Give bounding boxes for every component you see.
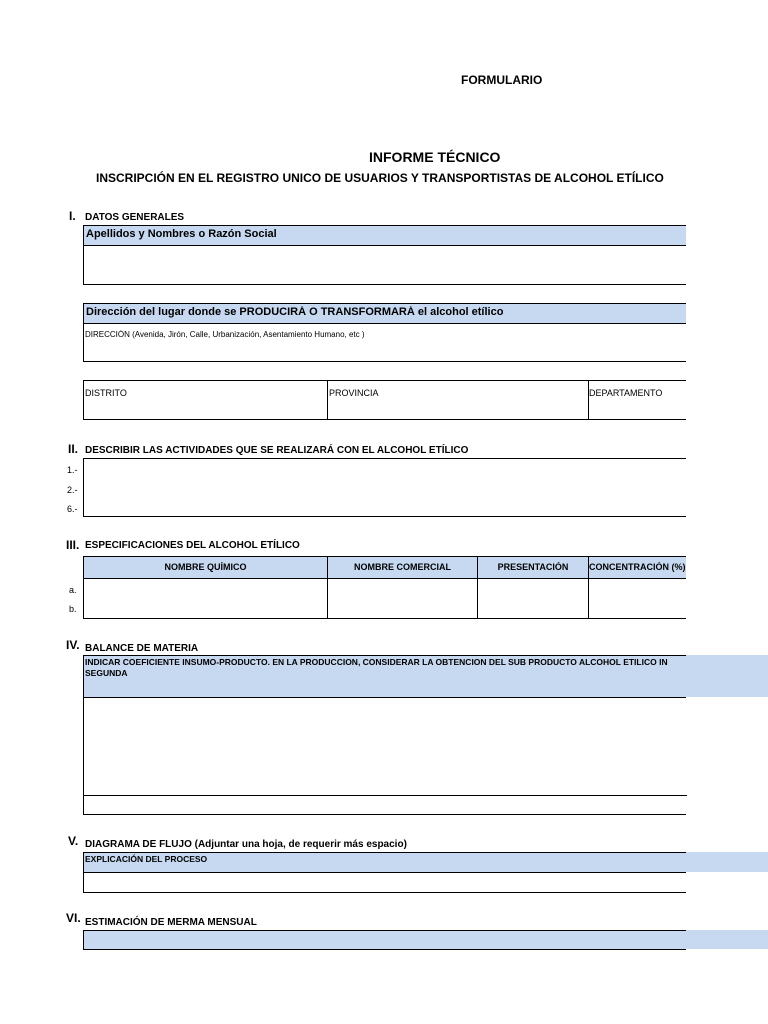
spec-table <box>83 556 686 619</box>
section-6-number: VI. <box>66 911 81 925</box>
merma-overflow <box>686 930 768 949</box>
address-input[interactable] <box>84 342 686 361</box>
flow-input[interactable] <box>84 873 686 892</box>
form-label: FORMULARIO <box>461 73 543 87</box>
col-nombre-quimico: NOMBRE QUÍMICO <box>164 562 247 572</box>
report-subtitle: INSCRIPCIÓN EN EL REGISTRO UNICO DE USUARIOS Y TRANSPORTISTAS DE ALCOHOL ETÍLICO <box>96 171 664 185</box>
activity-item-1: 1.- <box>67 465 78 475</box>
report-title: INFORME TÉCNICO <box>369 149 501 165</box>
col-nombre-comercial: NOMBRE COMERCIAL <box>354 562 451 572</box>
balance-input[interactable] <box>84 698 686 795</box>
departamento-input[interactable] <box>589 381 686 419</box>
section-3-title: ESPECIFICACIONES DEL ALCOHOL ETÍLICO <box>85 540 300 551</box>
spec-row-b: b. <box>69 604 77 614</box>
balance-note <box>84 656 686 698</box>
col-presentacion: PRESENTACIÓN <box>497 562 569 572</box>
name-header <box>84 226 686 246</box>
section-6-title: ESTIMACIÓN DE MERMA MENSUAL <box>85 917 257 928</box>
balance-note-line1: INDICAR COEFICIENTE INSUMO-PRODUCTO. EN LA PRODUCCION, CONSIDERAR LA OBTENCION DEL SUB PRODUCTO ALCOHOL ETILICO IN <box>85 657 668 667</box>
address-label: DIRECCIÓN (Avenida, Jirón, Calle, Urbanización, Asentamiento Humano, etc ) <box>85 330 365 339</box>
balance-box <box>83 655 686 815</box>
spec-row-a: a. <box>69 585 77 595</box>
section-5-title: DIAGRAMA DE FLUJO (Adjuntar una hoja, de requerir más espacio) <box>85 839 407 850</box>
section-5-number: V. <box>68 834 79 848</box>
provincia-input[interactable] <box>328 381 588 419</box>
name-label: Apellidos y Nombres o Razón Social <box>86 228 277 240</box>
distrito-input[interactable] <box>84 381 327 419</box>
activity-item-2: 2.- <box>67 485 78 495</box>
name-box <box>83 225 686 285</box>
provincia-label: PROVINCIA <box>329 388 379 398</box>
col-concentracion: CONCENTRACIÓN (%) <box>589 562 686 572</box>
address-box <box>83 303 686 362</box>
section-2-number: II. <box>68 442 79 456</box>
location-box <box>83 380 686 420</box>
section-4-number: IV. <box>66 638 80 652</box>
section-2-title: DESCRIBIR LAS ACTIVIDADES QUE SE REALIZARÁ CON EL ALCOHOL ETÍLICO <box>85 445 469 456</box>
departamento-label: DEPARTAMENTO <box>589 388 663 398</box>
spec-table-body[interactable] <box>84 579 686 618</box>
flow-explicacion-label: EXPLICACIÓN DEL PROCESO <box>85 854 208 864</box>
balance-total-input[interactable] <box>84 796 686 814</box>
distrito-label: DISTRITO <box>85 388 127 398</box>
section-4-title: BALANCE DE MATERIA <box>85 643 199 654</box>
section-3-number: III. <box>66 538 80 552</box>
balance-note-overflow <box>686 655 768 697</box>
address-header-label: Dirección del lugar donde se PRODUCIRÁ O TRANSFORMARÁ el alcohol etílico <box>86 306 504 318</box>
balance-note-line2: SEGUNDA <box>85 668 128 678</box>
activities-input[interactable] <box>83 458 686 517</box>
name-input[interactable] <box>84 246 686 284</box>
merma-input[interactable] <box>83 930 686 950</box>
section-1-number: I. <box>69 209 76 223</box>
address-header <box>84 304 686 324</box>
flow-header-overflow <box>686 852 768 872</box>
activity-item-6: 6.- <box>67 504 78 514</box>
section-1-title: DATOS GENERALES <box>85 212 185 223</box>
flow-header <box>84 853 686 873</box>
flow-box <box>83 852 686 893</box>
